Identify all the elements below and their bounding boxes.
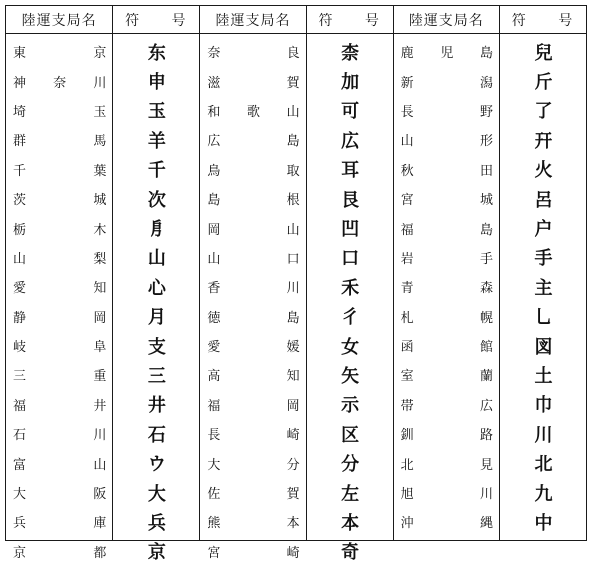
office-name-cell <box>200 478 305 507</box>
office-name-cell <box>6 96 112 125</box>
symbol-column <box>499 6 586 540</box>
office-name-char: 都 <box>93 545 107 561</box>
office-name-char: 縄 <box>479 516 493 532</box>
office-name-char: 森 <box>479 281 493 297</box>
office-name <box>401 336 493 355</box>
symbol-cell: 矢 <box>341 365 359 387</box>
symbol-cell: 奇 <box>341 542 359 564</box>
symbol-cell: 凹 <box>341 219 359 241</box>
office-name-char: 館 <box>479 340 493 356</box>
office-name-char: 路 <box>479 428 493 444</box>
office-name-char: 大 <box>207 457 221 473</box>
symbol-cell: 彳 <box>341 307 359 329</box>
office-name-char: 埼 <box>13 104 27 120</box>
office-name-char: 島 <box>286 134 300 150</box>
office-name <box>13 483 106 502</box>
office-name-char: 手 <box>479 251 493 267</box>
symbol-cell: 山 <box>147 248 165 270</box>
office-name-char: 佐 <box>207 487 221 503</box>
office-name <box>207 219 299 238</box>
office-name-char: 崎 <box>286 545 300 561</box>
office-name-char: 旭 <box>400 487 414 503</box>
office-name-char: 三 <box>13 369 27 385</box>
office-name-char: 広 <box>479 398 493 414</box>
symbol-cell: 户 <box>534 219 552 241</box>
office-name-cell <box>6 419 112 448</box>
symbol-cell: 口 <box>341 248 359 270</box>
office-name-cell <box>394 213 499 242</box>
office-name <box>13 424 106 443</box>
office-name <box>13 160 106 179</box>
office-name-cell <box>6 448 112 477</box>
office-name-char: 函 <box>400 340 414 356</box>
office-name-char: 分 <box>286 457 300 473</box>
office-name-cell <box>6 66 112 95</box>
office-name-char: 良 <box>286 46 300 62</box>
office-name-char: 媛 <box>286 340 300 356</box>
office-name <box>13 42 106 61</box>
office-name <box>401 512 493 531</box>
office-name-char: 潟 <box>479 75 493 91</box>
symbol-header: 符 号 <box>307 6 393 34</box>
office-name-char: 鹿 <box>400 46 414 62</box>
office-name <box>401 365 493 384</box>
symbol-cell: 示 <box>341 395 359 417</box>
office-name-cell <box>6 243 112 272</box>
office-name-char: 賀 <box>286 75 300 91</box>
office-name <box>207 101 299 120</box>
office-name-cell <box>200 537 305 566</box>
office-name-char: 重 <box>93 369 107 385</box>
office-name <box>207 395 299 414</box>
office-name-char: 宮 <box>400 193 414 209</box>
office-name-cell <box>394 155 499 184</box>
symbol-cell: 次 <box>147 189 165 211</box>
office-name-char: 石 <box>13 428 27 444</box>
symbol-cell: 区 <box>341 424 359 446</box>
office-name-cell <box>200 125 305 154</box>
office-name-char: 室 <box>400 369 414 385</box>
office-name-cell <box>200 66 305 95</box>
office-name-cell <box>6 125 112 154</box>
office-name-char: 岡 <box>286 398 300 414</box>
office-name-char: 島 <box>479 46 493 62</box>
office-name-char: 歌 <box>246 104 260 120</box>
office-symbol-table <box>5 5 587 564</box>
symbol-cell: 禾 <box>341 277 359 299</box>
office-name <box>13 189 106 208</box>
office-name <box>401 248 493 267</box>
office-name-char: 阜 <box>93 340 107 356</box>
symbol-cell: 女 <box>341 336 359 358</box>
symbol-cell: 支 <box>147 336 165 358</box>
office-name-char: 岐 <box>13 340 27 356</box>
office-name-char: 木 <box>93 222 107 238</box>
office-name-char: 和 <box>207 104 221 120</box>
office-name-cell <box>6 331 112 360</box>
office-name <box>13 395 106 414</box>
office-name-char: 青 <box>400 281 414 297</box>
symbol-cell: 土 <box>534 365 552 387</box>
office-name-char: 高 <box>207 369 221 385</box>
symbol-cell: 千 <box>147 160 165 182</box>
office-name-char: 児 <box>440 46 454 62</box>
office-name-char: 福 <box>207 398 221 414</box>
symbol-cell: 分 <box>341 454 359 476</box>
office-name-cell <box>200 272 305 301</box>
office-name-cell <box>394 37 499 66</box>
office-name <box>207 424 299 443</box>
office-name <box>401 277 493 296</box>
symbol-cell: 兒 <box>534 42 552 64</box>
office-name-char: 馬 <box>93 134 107 150</box>
office-name-cell <box>6 213 112 242</box>
office-name-cell <box>394 448 499 477</box>
office-name-list <box>6 34 112 566</box>
office-name-column <box>6 6 112 561</box>
symbol-cell: ウ <box>147 454 165 476</box>
symbol-column <box>112 6 200 564</box>
symbol-cell: 主 <box>534 277 552 299</box>
office-name-cell <box>394 478 499 507</box>
symbol-cell: 了 <box>534 101 552 123</box>
office-name-char: 熊 <box>207 516 221 532</box>
office-name-char: 秋 <box>400 163 414 179</box>
office-name <box>401 160 493 179</box>
office-name <box>207 542 299 561</box>
office-name <box>13 307 106 326</box>
office-name-cell <box>200 507 305 536</box>
symbol-cell: 九 <box>534 483 552 505</box>
office-name-char: 香 <box>207 281 221 297</box>
office-name-cell <box>394 96 499 125</box>
office-name-cell <box>6 360 112 389</box>
office-name <box>13 101 106 120</box>
office-name-cell <box>6 478 112 507</box>
office-name <box>13 365 106 384</box>
office-name-char: 群 <box>13 134 27 150</box>
symbol-list <box>307 34 393 566</box>
office-name <box>207 307 299 326</box>
office-name-cell <box>6 507 112 536</box>
office-name-char: 大 <box>13 487 27 503</box>
office-name <box>401 307 493 326</box>
symbol-cell: 加 <box>341 72 359 94</box>
office-name-char: 長 <box>400 104 414 120</box>
office-name <box>207 454 299 473</box>
office-name-cell <box>200 184 305 213</box>
office-name-char: 崎 <box>286 428 300 444</box>
office-name-char: 長 <box>207 428 221 444</box>
office-name-char: 栃 <box>13 222 27 238</box>
office-name-cell <box>394 243 499 272</box>
office-name-header: 陸運支局名 <box>200 6 305 34</box>
office-name-cell <box>200 419 305 448</box>
office-name-cell <box>6 302 112 331</box>
office-name-char: 徳 <box>207 310 221 326</box>
office-name-char: 山 <box>400 134 414 150</box>
office-name-cell <box>200 96 305 125</box>
office-name-char: 島 <box>286 310 300 326</box>
office-name <box>207 160 299 179</box>
office-name-char: 帯 <box>400 398 414 414</box>
office-name-char: 賀 <box>286 487 300 503</box>
office-name-cell <box>6 37 112 66</box>
symbol-cell: 乚 <box>534 307 552 329</box>
symbol-cell: 兵 <box>147 512 165 534</box>
office-name-char: 滋 <box>207 75 221 91</box>
office-name <box>207 483 299 502</box>
office-name-char: 山 <box>207 251 221 267</box>
office-name-cell <box>394 331 499 360</box>
symbol-cell: 可 <box>341 101 359 123</box>
office-name-char: 梨 <box>93 251 107 267</box>
office-name-char: 野 <box>479 104 493 120</box>
office-name-cell <box>6 537 112 566</box>
office-name <box>207 365 299 384</box>
office-name-header: 陸運支局名 <box>394 6 499 34</box>
office-name-char: 玉 <box>93 104 107 120</box>
office-name <box>13 454 106 473</box>
office-name-char: 井 <box>93 398 107 414</box>
symbol-cell: 羊 <box>147 130 165 152</box>
symbol-cell: 手 <box>534 248 552 270</box>
office-name-char: 阪 <box>93 487 107 503</box>
symbol-header: 符 号 <box>113 6 199 34</box>
office-name-header: 陸運支局名 <box>6 6 112 34</box>
symbol-cell: 三 <box>147 365 165 387</box>
office-name-cell <box>394 184 499 213</box>
office-name <box>401 424 493 443</box>
office-name-cell <box>6 184 112 213</box>
office-name-char: 葉 <box>93 163 107 179</box>
symbol-cell: 柰 <box>341 42 359 64</box>
office-name-column <box>393 6 499 540</box>
office-name-char: 茨 <box>13 193 27 209</box>
office-name-char: 東 <box>13 46 27 62</box>
office-name-char: 新 <box>400 75 414 91</box>
office-name-char: 京 <box>13 545 27 561</box>
office-name <box>13 130 106 149</box>
office-name-char: 釧 <box>400 428 414 444</box>
office-name <box>207 248 299 267</box>
office-name-char: 岩 <box>400 251 414 267</box>
symbol-cell: 东 <box>147 42 165 64</box>
office-name-char: 北 <box>400 457 414 473</box>
symbol-list <box>113 34 199 566</box>
office-name-char: 幌 <box>479 310 493 326</box>
office-name-char: 宮 <box>207 545 221 561</box>
office-name-char: 口 <box>286 251 300 267</box>
office-name-cell <box>394 125 499 154</box>
office-name-char: 根 <box>286 193 300 209</box>
office-name <box>401 483 493 502</box>
office-name <box>401 454 493 473</box>
office-name-char: 島 <box>479 222 493 238</box>
office-name-cell <box>6 155 112 184</box>
office-name-char: 知 <box>93 281 107 297</box>
symbol-cell: 京 <box>147 542 165 564</box>
office-name <box>207 512 299 531</box>
office-name-char: 島 <box>207 193 221 209</box>
office-name <box>13 72 106 91</box>
symbol-list <box>500 34 586 537</box>
office-name-char: 広 <box>207 134 221 150</box>
office-name <box>401 130 493 149</box>
office-name <box>401 72 493 91</box>
office-name <box>207 189 299 208</box>
office-name <box>401 101 493 120</box>
symbol-cell: 図 <box>534 336 552 358</box>
symbol-cell: 巾 <box>534 395 552 417</box>
office-name-char: 蘭 <box>479 369 493 385</box>
office-name <box>401 42 493 61</box>
office-name-char: 愛 <box>13 281 27 297</box>
office-name-char: 見 <box>479 457 493 473</box>
symbol-cell: 広 <box>341 130 359 152</box>
office-name <box>13 219 106 238</box>
office-name-char: 鳥 <box>207 163 221 179</box>
office-name-char: 山 <box>13 251 27 267</box>
office-name-char: 城 <box>93 193 107 209</box>
office-name-cell <box>394 507 499 536</box>
office-name-cell <box>394 272 499 301</box>
office-name <box>13 248 106 267</box>
symbol-cell: 大 <box>147 483 165 505</box>
office-name-char: 兵 <box>13 516 27 532</box>
symbol-cell: 本 <box>341 512 359 534</box>
office-name-char: 千 <box>13 163 27 179</box>
office-name <box>207 72 299 91</box>
symbol-cell: 北 <box>534 454 552 476</box>
symbol-cell: 㐆 <box>147 219 165 241</box>
office-name-char: 城 <box>479 193 493 209</box>
office-name-cell <box>200 243 305 272</box>
office-name <box>207 277 299 296</box>
symbol-cell: 中 <box>534 512 552 534</box>
symbol-cell: 左 <box>341 483 359 505</box>
symbol-cell: 申 <box>147 72 165 94</box>
symbol-cell: 幵 <box>534 130 552 152</box>
office-name-cell <box>394 302 499 331</box>
office-name <box>13 336 106 355</box>
office-name-cell <box>394 66 499 95</box>
office-name-char: 山 <box>93 457 107 473</box>
office-name <box>401 189 493 208</box>
office-name-cell <box>200 448 305 477</box>
symbol-cell: 火 <box>534 160 552 182</box>
office-name <box>207 130 299 149</box>
office-name-list <box>394 34 499 537</box>
office-name-char: 取 <box>286 163 300 179</box>
office-name-char: 山 <box>286 104 300 120</box>
office-name-char: 富 <box>13 457 27 473</box>
office-name-char: 形 <box>479 134 493 150</box>
symbol-cell: 月 <box>147 307 165 329</box>
symbol-cell: 玉 <box>147 101 165 123</box>
office-name-cell <box>6 390 112 419</box>
office-name-char: 庫 <box>93 516 107 532</box>
office-name-cell <box>200 213 305 242</box>
office-name-cell <box>200 302 305 331</box>
symbol-cell: 斤 <box>534 72 552 94</box>
office-name-char: 岡 <box>93 310 107 326</box>
office-name-cell <box>200 390 305 419</box>
office-name-cell <box>394 390 499 419</box>
symbol-cell: 川 <box>534 424 552 446</box>
office-name <box>13 512 106 531</box>
symbol-header: 符 号 <box>500 6 586 34</box>
symbol-cell: 石 <box>147 424 165 446</box>
office-name-char: 愛 <box>207 340 221 356</box>
symbol-cell: 呂 <box>534 189 552 211</box>
office-name-char: 奈 <box>207 46 221 62</box>
office-name-cell <box>6 272 112 301</box>
office-name-cell <box>394 419 499 448</box>
symbol-cell: 井 <box>147 395 165 417</box>
office-name-column <box>199 6 305 561</box>
office-name <box>13 542 106 561</box>
office-name <box>207 336 299 355</box>
office-name-char: 札 <box>400 310 414 326</box>
office-name-char: 知 <box>286 369 300 385</box>
office-name-char: 川 <box>286 281 300 297</box>
office-name-cell <box>200 37 305 66</box>
office-name-char: 岡 <box>207 222 221 238</box>
office-name-cell <box>200 360 305 389</box>
office-name-char: 神 <box>13 75 27 91</box>
office-name-list <box>200 34 305 566</box>
office-name-char: 静 <box>13 310 27 326</box>
office-name-char: 本 <box>286 516 300 532</box>
office-name <box>207 42 299 61</box>
office-name-char: 福 <box>13 398 27 414</box>
symbol-cell: 艮 <box>341 189 359 211</box>
office-name-char: 沖 <box>400 516 414 532</box>
office-name-char: 奈 <box>53 75 67 91</box>
office-name <box>13 277 106 296</box>
office-name-char: 山 <box>286 222 300 238</box>
symbol-cell: 心 <box>147 277 165 299</box>
office-name-char: 京 <box>93 46 107 62</box>
office-name-char: 福 <box>400 222 414 238</box>
office-name-cell <box>200 155 305 184</box>
office-name <box>401 395 493 414</box>
office-name-char: 川 <box>93 428 107 444</box>
office-name-cell <box>200 331 305 360</box>
office-name-char: 川 <box>479 487 493 503</box>
symbol-cell: 耳 <box>341 160 359 182</box>
office-name <box>401 219 493 238</box>
office-name-cell <box>394 360 499 389</box>
office-name-char: 田 <box>479 163 493 179</box>
office-name-char: 川 <box>93 75 107 91</box>
symbol-column <box>306 6 393 564</box>
